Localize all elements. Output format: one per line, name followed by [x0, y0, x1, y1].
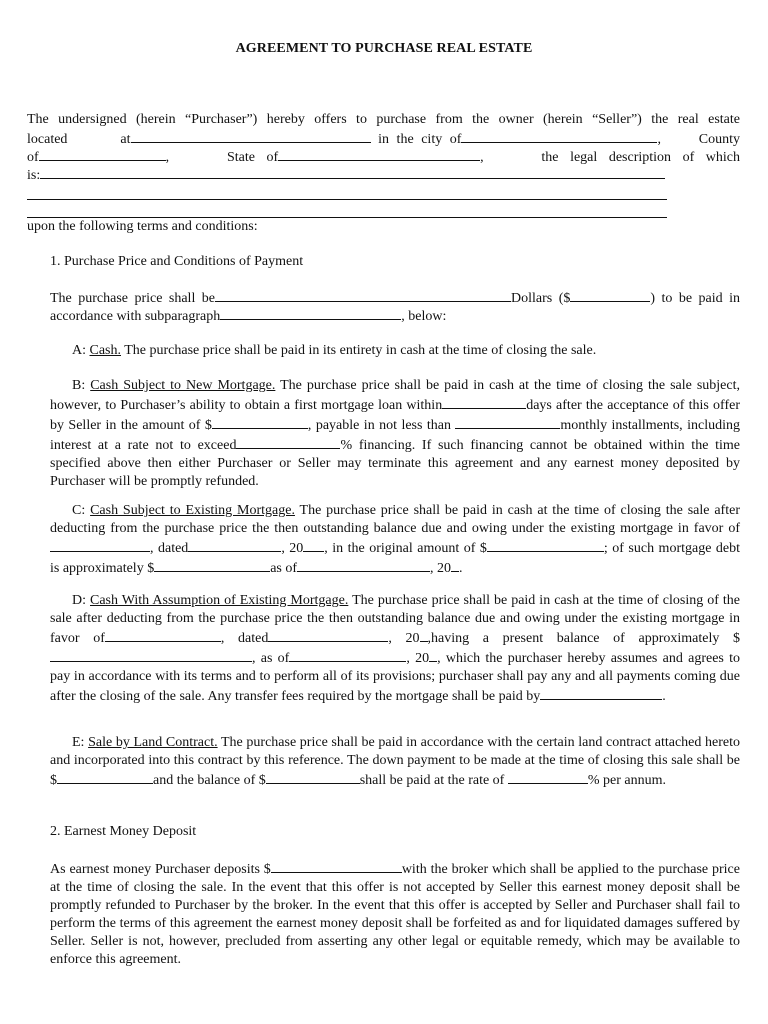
option-c: C: Cash Subject to Existing Mortgage. The purchase price shall be paid in cash at the time of closing the sale after deducting from the purchase price the then outstanding balance due and owing under the existing mortgage in favor of, dated , 20 , in the original amount of $ ; of such mortgage debt is approximately $ as of , 20 . [50, 503, 741, 576]
balance-amount-blank[interactable] [266, 770, 360, 784]
intro-line-1: The undersigned (herein “Purchaser”) hereby offers to purchase from the owner (herein “Seller”) the real estate [27, 112, 740, 127]
annual-rate-blank[interactable] [508, 770, 588, 784]
intro-line-3: of , State of , the legal description of which [27, 147, 740, 167]
state-blank[interactable] [278, 147, 480, 161]
balance-year-blank[interactable] [429, 648, 437, 662]
down-payment-blank[interactable] [57, 770, 153, 784]
assumed-mortgage-year-blank[interactable] [420, 628, 428, 642]
loan-days-blank[interactable] [442, 395, 526, 409]
city-blank[interactable] [461, 129, 657, 143]
purchase-price-line-1: The purchase price shall be Dollars ($ ) to be paid in [50, 288, 740, 308]
section-1-heading: 1. Purchase Price and Conditions of Payment [50, 254, 304, 269]
intro-line-2: located at in the city of , County [27, 129, 740, 149]
mortgage-debt-blank[interactable] [154, 558, 270, 572]
debt-as-of-blank[interactable] [297, 558, 430, 572]
earnest-money-blank[interactable] [271, 859, 402, 873]
option-b: B: Cash Subject to New Mortgage. The purchase price shall be paid in cash at the time of closing the sale subject, however, to Purchaser’s ability to obtain a first mortgage loan within days after the acceptance of this offer by Seller in the amount of $ , payable in not less than monthly installments, including interest at a rate not to exceed % financing. If such financing cannot be obtained within the time specified above then either Purchaser or Seller may terminate this agreement and any earnest money deposited by Purchaser will be promptly refunded. [50, 378, 741, 489]
intro-line-4: is: [27, 165, 740, 185]
earnest-money-paragraph: As earnest money Purchaser deposits $ with the broker which shall be applied to the purchase price at the time of closing the sale. In the event that this offer is not accepted by Seller this earnest money deposit shall be promptly refunded to Purchaser by the broker. In the event that this offer is accepted by Seller and Purchaser shall fail to perform the terms of this agreement the earnest money deposit shall be forfeited as and for liquidated damages suffered by Seller. Seller is not, however, precluded from asserting any other legal or equitable remedy, which may be available to enforce this agreement. [50, 859, 740, 969]
price-words-blank[interactable] [215, 288, 511, 302]
loan-amount-blank[interactable] [212, 415, 308, 429]
county-blank[interactable] [39, 147, 166, 161]
mortgage-date-blank[interactable] [188, 538, 281, 552]
debt-year-blank[interactable] [451, 558, 459, 572]
transfer-fees-payer-blank[interactable] [540, 686, 662, 700]
installments-blank[interactable] [455, 415, 560, 429]
purchase-price-line-2: accordance with subparagraph , below: [50, 306, 740, 326]
legal-description-blank-1[interactable] [40, 165, 665, 179]
mortgage-year-blank[interactable] [303, 538, 324, 552]
balance-as-of-blank[interactable] [289, 648, 406, 662]
interest-rate-blank[interactable] [236, 435, 340, 449]
price-amount-blank[interactable] [570, 288, 650, 302]
option-a: A: Cash. The purchase price shall be paid in its entirety in cash at the time of closing the sale. [72, 343, 597, 358]
present-balance-blank[interactable] [50, 648, 252, 662]
terms-line: upon the following terms and conditions: [27, 219, 258, 234]
address-blank[interactable] [131, 129, 371, 143]
section-2-heading: 2. Earnest Money Deposit [50, 824, 197, 839]
original-amount-blank[interactable] [487, 538, 604, 552]
mortgage-holder-blank[interactable] [50, 538, 150, 552]
assumed-mortgage-date-blank[interactable] [268, 628, 388, 642]
assumed-mortgage-holder-blank[interactable] [105, 628, 221, 642]
subparagraph-blank[interactable] [220, 306, 401, 320]
option-d: D: Cash With Assumption of Existing Mortgage. The purchase price shall be paid in cash at the time of closing of the sale after deducting from the purchase price the then outstanding balance due and owing under the existing mortgage in favor of , dated , 20 ,having a present balance of approximately $, as of , 20 , which the purchaser hereby assumes and agrees to pay in accordance with its terms and to perform all of its provisions; purchaser shall pay any and all payments coming due after the closing of the sale. Any transfer fees required by the mortgage shall be paid by . [50, 593, 741, 704]
document-title: AGREEMENT TO PURCHASE REAL ESTATE [235, 41, 533, 56]
legal-description-blank-2[interactable] [27, 199, 667, 200]
option-e: E: Sale by Land Contract. The purchase price shall be paid in accordance with the certain land contract attached hereto and incorporated into this contract by this reference. The down payment to be made at the time of closing this sale shall be $ and the balance of $ shall be paid at the rate of % per annum. [50, 735, 740, 788]
